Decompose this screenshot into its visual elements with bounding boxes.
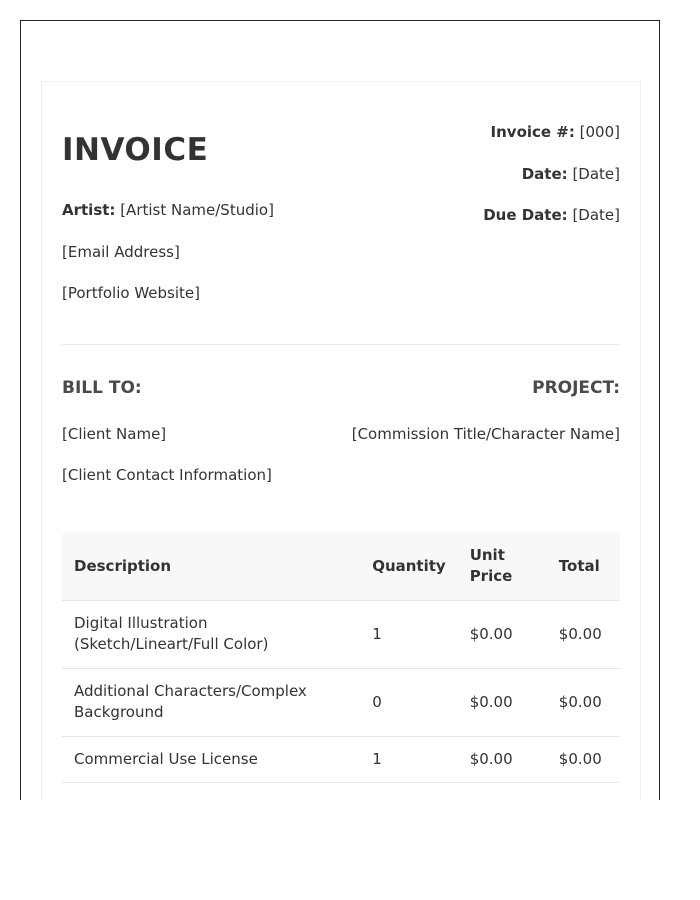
invoice-header <box>62 82 620 345</box>
table-header-row <box>62 533 620 600</box>
due-date-line <box>483 205 620 225</box>
due-date-value: [Date] <box>572 206 620 224</box>
table-row <box>62 736 620 782</box>
row-total: $0.00 <box>547 736 620 782</box>
row-description: Commercial Use License <box>62 736 360 782</box>
row-quantity: 0 <box>360 668 458 736</box>
invoice-number-value: [000] <box>579 123 620 141</box>
project-title: [Commission Title/Character Name] <box>351 425 620 443</box>
row-total: $0.00 <box>547 668 620 736</box>
table-row <box>62 668 620 736</box>
header-quantity: Quantity <box>360 533 458 600</box>
header-unit-price: Unit Price <box>458 533 547 600</box>
invoice-title: INVOICE <box>62 132 209 168</box>
artist-line <box>62 200 274 220</box>
project-heading: PROJECT: <box>532 378 620 398</box>
invoice-date-line <box>522 164 620 184</box>
bill-to-heading: BILL TO: <box>62 378 142 398</box>
portfolio-website: [Portfolio Website] <box>62 284 200 302</box>
page-frame <box>20 20 660 800</box>
artist-label: Artist: <box>62 201 116 219</box>
header-description: Description <box>62 533 360 600</box>
row-description: Additional Characters/Complex Background <box>62 668 360 736</box>
invoice-date-value: [Date] <box>572 165 620 183</box>
table-row <box>62 600 620 668</box>
row-unit-price: $0.00 <box>458 668 547 736</box>
row-quantity: 1 <box>360 736 458 782</box>
client-contact: [Client Contact Information] <box>62 466 272 484</box>
invoice-number-line <box>491 122 620 142</box>
due-date-label: Due Date: <box>483 206 568 224</box>
invoice-number-label: Invoice #: <box>490 123 575 141</box>
row-quantity: 1 <box>360 600 458 668</box>
email-address: [Email Address] <box>62 243 180 261</box>
row-unit-price: $0.00 <box>458 600 547 668</box>
line-items-table <box>62 533 620 783</box>
invoice-card <box>41 81 641 800</box>
artist-value: [Artist Name/Studio] <box>120 201 274 219</box>
header-total: Total <box>547 533 620 600</box>
row-total: $0.00 <box>547 600 620 668</box>
invoice-date-label: Date: <box>521 165 568 183</box>
row-unit-price: $0.00 <box>458 736 547 782</box>
row-description: Digital Illustration (Sketch/Lineart/Full Color) <box>62 600 360 668</box>
client-name: [Client Name] <box>62 425 167 443</box>
